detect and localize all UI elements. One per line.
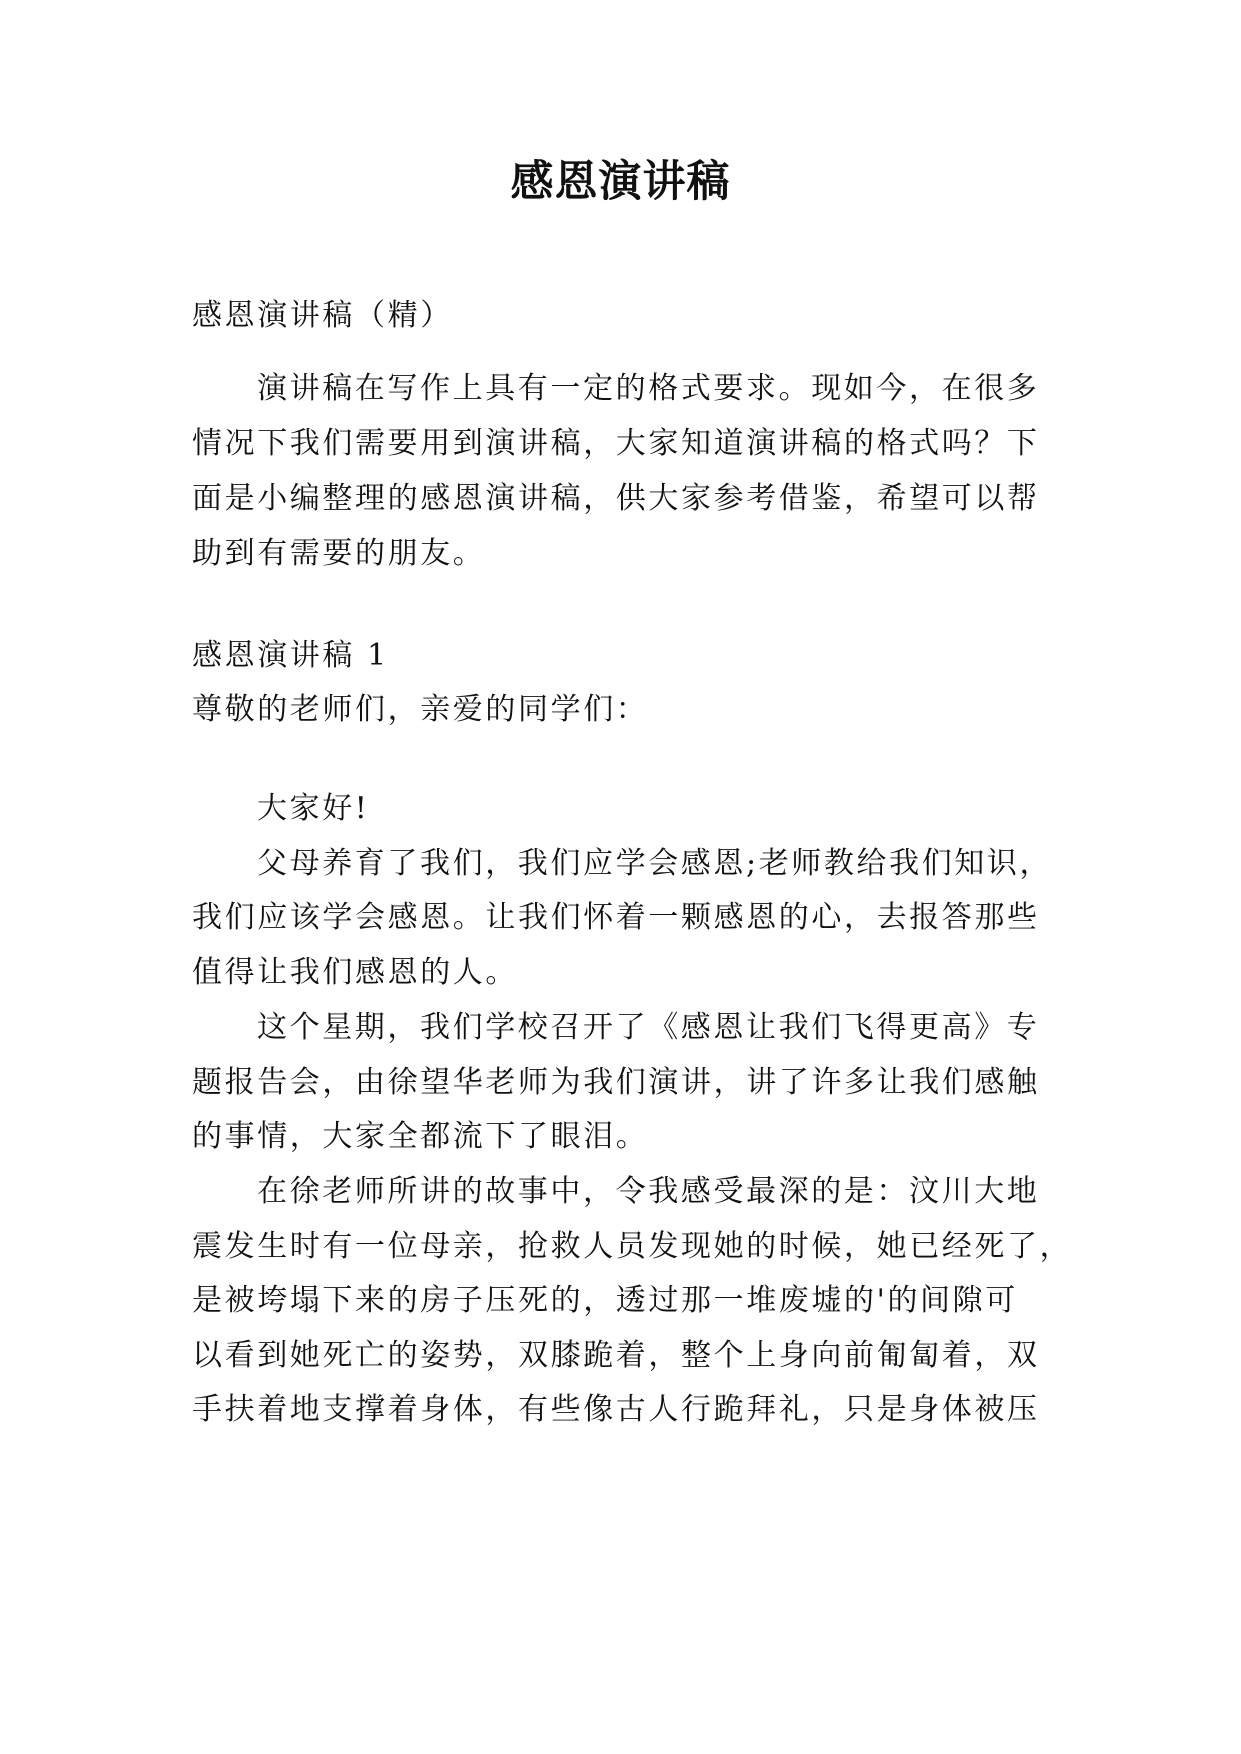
paragraph-line: 父母养育了我们，我们应学会感恩;老师教给我们知识， (257, 846, 1053, 881)
paragraph-line: 是被垮塌下来的房子压死的，透过那一堆废墟的'的间隙可 (192, 1283, 1018, 1318)
paragraph-line: 我们应该学会感恩。让我们怀着一颗感恩的心，去报答那些 (192, 900, 1040, 935)
paragraph-line: 题报告会，由徐望华老师为我们演讲，讲了许多让我们感触 (192, 1065, 1040, 1100)
intro-line: 助到有需要的朋友。 (192, 536, 486, 571)
paragraph-line: 手扶着地支撑着身体，有些像古人行跪拜礼，只是身体被压 (192, 1392, 1040, 1427)
intro-line: 情况下我们需要用到演讲稿，大家知道演讲稿的格式吗？下 (192, 426, 1040, 461)
paragraph-line: 的事情，大家全都流下了眼泪。 (192, 1119, 649, 1154)
paragraph-line: 在徐老师所讲的故事中，令我感受最深的是：汶川大地 (257, 1174, 1040, 1209)
paragraph-line: 值得让我们感恩的人。 (192, 955, 518, 990)
paragraph-line: 震发生时有一位母亲，抢救人员发现她的时候，她已经死了， (192, 1229, 1073, 1264)
greeting: 大家好! (257, 791, 370, 826)
document-title: 感恩演讲稿 (510, 157, 731, 207)
salutation: 尊敬的老师们，亲爱的同学们： (192, 692, 649, 727)
document-subtitle: 感恩演讲稿（精） (192, 298, 453, 333)
paragraph-line: 以看到她死亡的姿势，双膝跪着，整个上身向前匍匐着，双 (192, 1338, 1040, 1373)
section-heading: 感恩演讲稿 1 (192, 638, 389, 673)
intro-line: 面是小编整理的感恩演讲稿，供大家参考借鉴，希望可以帮 (192, 481, 1040, 516)
intro-line: 演讲稿在写作上具有一定的格式要求。现如今，在很多 (257, 371, 1040, 406)
paragraph-line: 这个星期，我们学校召开了《感恩让我们飞得更高》专 (257, 1010, 1040, 1045)
